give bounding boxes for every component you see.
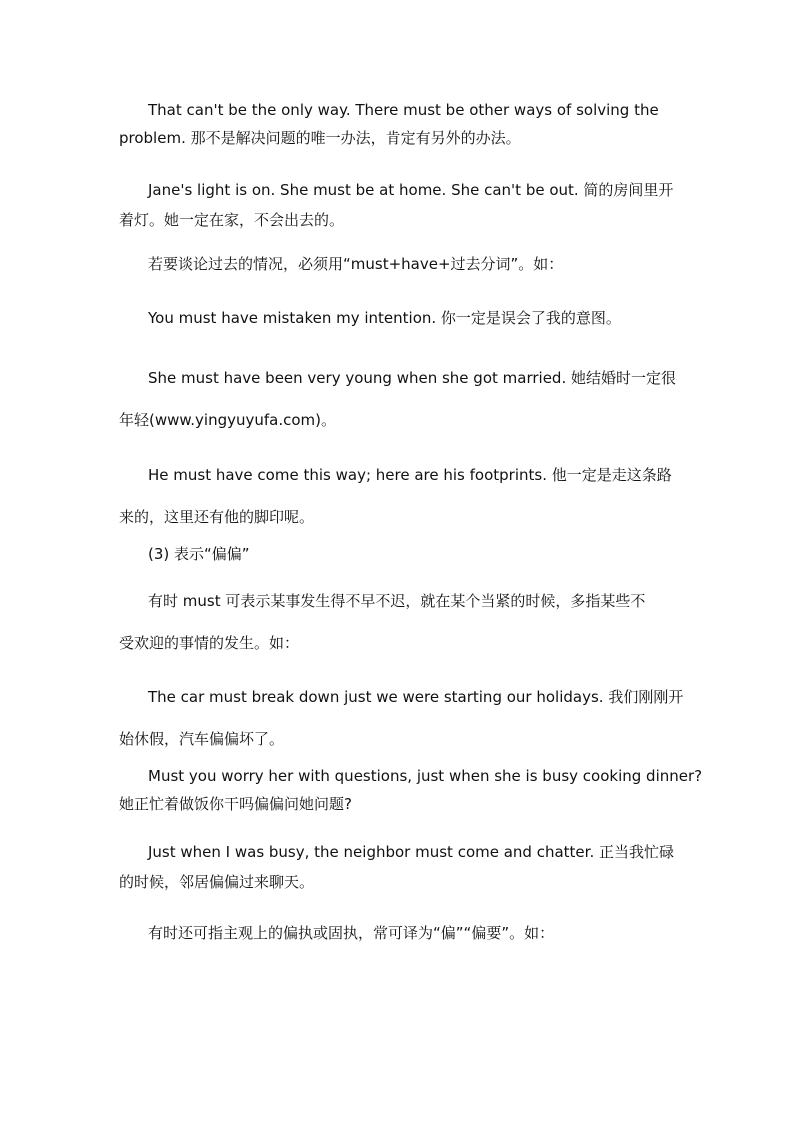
paragraph-line: She must have been very young when she got married. 她结婚时一定很 (148, 369, 676, 387)
paragraph-line: Just when I was busy, the neighbor must come and chatter. 正当我忙碌 (148, 843, 674, 861)
paragraph-1 (119, 96, 675, 152)
paragraph-6 (119, 454, 675, 538)
paragraph-line: That can't be the only way. There must be other ways of solving the (148, 101, 659, 119)
paragraph-line: 有时还可指主观上的偏执或固执，常可译为“偏”“偏要”。如： (148, 924, 555, 942)
paragraph-line: 年轻(www.yingyuyufa.com)。 (119, 411, 337, 429)
paragraph-line: 受欢迎的事情的发生。如： (119, 634, 300, 652)
paragraph-line: Jane's light is on. She must be at home. She can't be out. 简的房间里开 (148, 181, 674, 199)
paragraph-5 (119, 357, 675, 441)
paragraph-10 (119, 762, 703, 818)
paragraph-line: He must have come this way; here are his footprints. 他一定是走这条路 (148, 466, 672, 484)
paragraph-line: 有时 must 可表示某事发生得不早不迟，就在某个当紧的时候，多指某些不 (148, 592, 646, 610)
paragraph-3 (119, 250, 675, 278)
paragraph-7 (119, 540, 675, 568)
paragraph-4 (119, 304, 675, 332)
paragraph-11 (119, 837, 675, 897)
paragraph-2 (119, 175, 675, 235)
paragraph-9 (119, 676, 684, 760)
paragraph-line: 始休假，汽车偏偏坏了。 (119, 730, 285, 748)
paragraph-12 (119, 919, 675, 947)
paragraph-line: 她正忙着做饭你干吗偏偏问她问题? (119, 795, 352, 813)
paragraph-8 (119, 580, 675, 664)
paragraph-line: You must have mistaken my intention. 你一定是误会了我的意图。 (148, 309, 621, 327)
paragraph-line: 着灯。她一定在家，不会出去的。 (119, 211, 345, 229)
paragraph-line: The car must break down just we were starting our holidays. 我们刚刚开 (148, 688, 684, 706)
paragraph-line: Must you worry her with questions, just when she is busy cooking dinner? (148, 767, 703, 785)
paragraph-line: 来的，这里还有他的脚印呢。 (119, 508, 315, 526)
paragraph-line: 的时候，邻居偏偏过来聊天。 (119, 873, 315, 891)
paragraph-line: 若要谈论过去的情况，必须用“must+have+过去分词”。如： (148, 255, 564, 273)
paragraph-line: problem. 那不是解决问题的唯一办法，肯定有另外的办法。 (119, 129, 521, 147)
paragraph-line: (3) 表示“偏偏” (148, 545, 250, 563)
